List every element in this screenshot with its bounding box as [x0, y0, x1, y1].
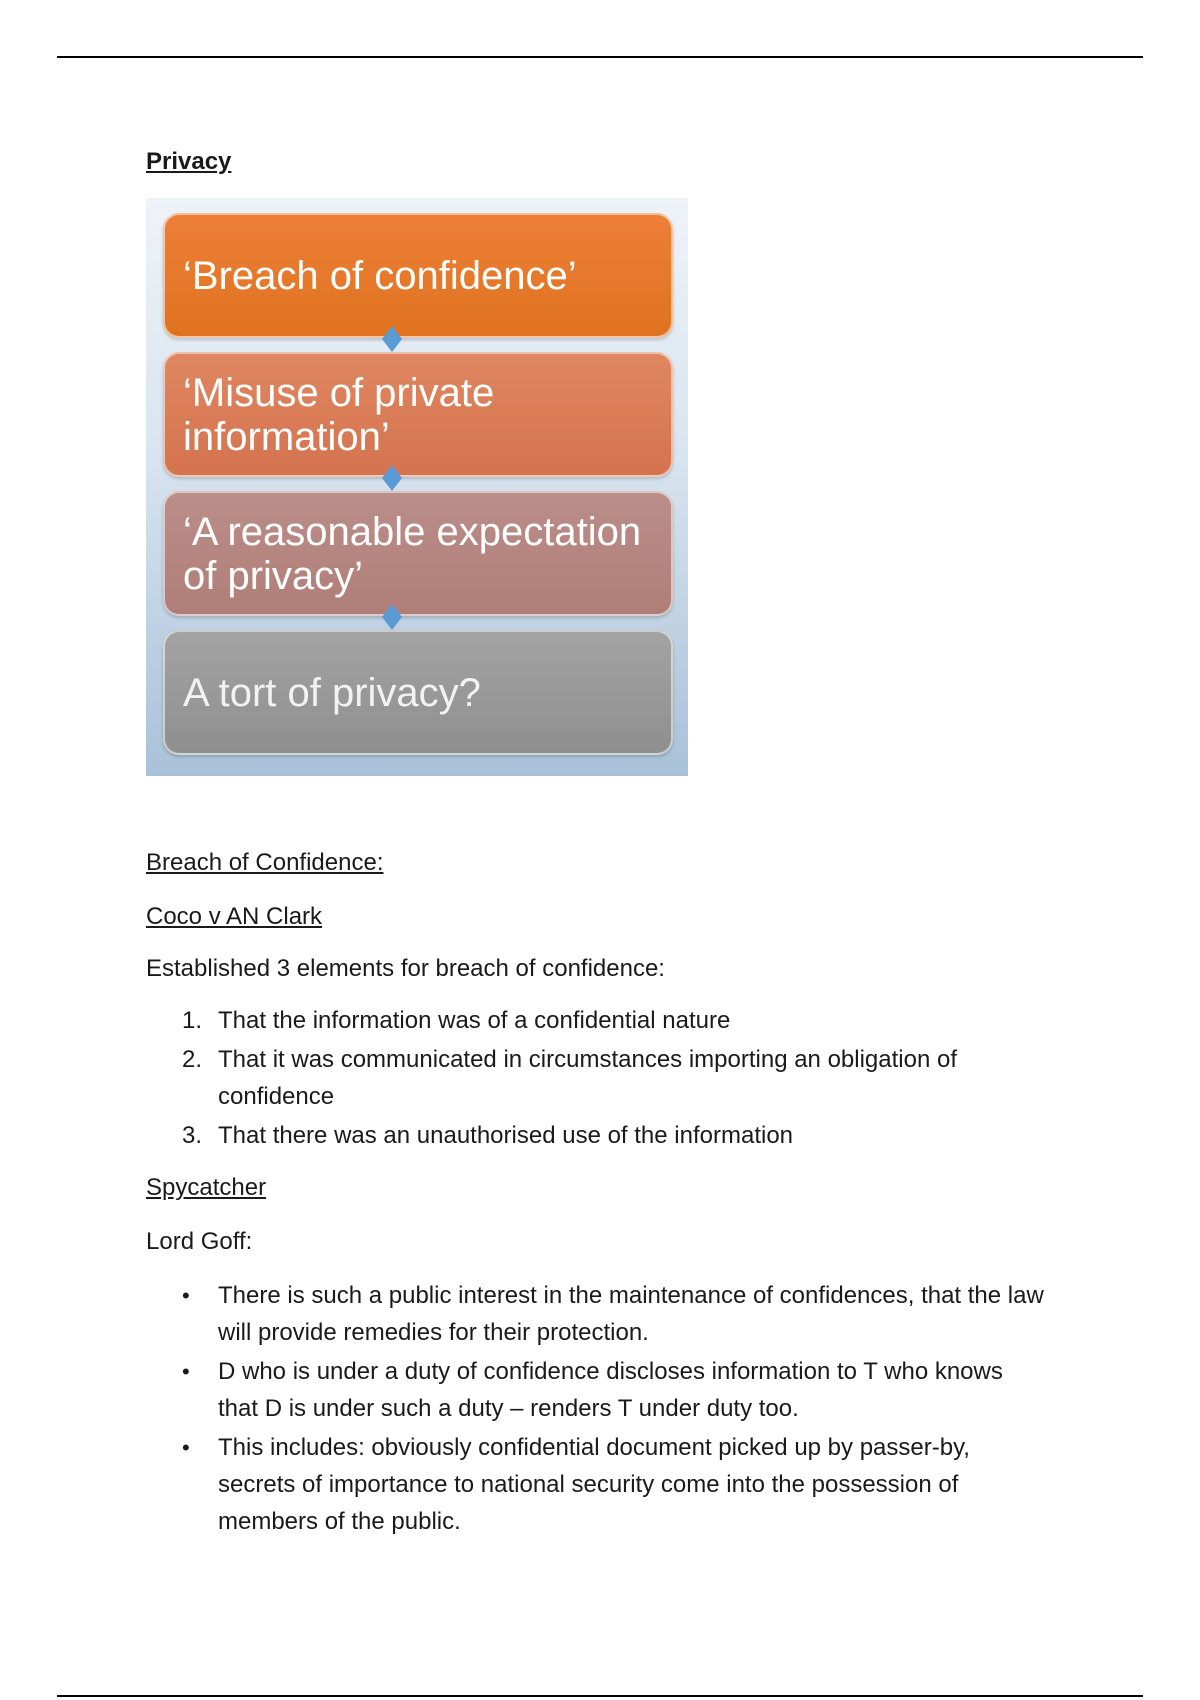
- connector-arrow-icon: [382, 604, 402, 630]
- list-item: 1. That the information was of a confidential nature: [182, 1007, 731, 1034]
- connector-arrow-icon: [382, 465, 402, 491]
- bullet-icon: •: [182, 1283, 190, 1308]
- stage-tort-of-privacy: A tort of privacy?: [163, 630, 673, 755]
- connector-arrow-icon: [382, 326, 402, 352]
- list-item: • D who is under a duty of confidence discloses information to T who knows that D is under such a duty – renders T under duty too.: [146, 1353, 1046, 1427]
- list-item: • This includes: obviously confidential document picked up by passer-by, secrets of importance to national security come into the possession of members of the public.: [146, 1429, 1046, 1540]
- stage-reasonable-expectation: ‘A reasonable expectation of privacy’: [163, 491, 673, 616]
- case-name-coco: Coco v AN Clark: [146, 903, 323, 930]
- footer-rule: [57, 1695, 1143, 1697]
- judge-name: Lord Goff:: [146, 1228, 253, 1255]
- header-rule: [57, 56, 1143, 58]
- list-item: • There is such a public interest in the maintenance of confidences, that the law will provide remedies for their protection.: [146, 1277, 1046, 1351]
- stage-misuse-of-private-information: ‘Misuse of private information’: [163, 352, 673, 477]
- process-diagram: [146, 198, 688, 776]
- elements-list: [146, 1002, 1046, 1156]
- case-name-spycatcher: Spycatcher: [146, 1174, 267, 1201]
- case-intro: Established 3 elements for breach of confidence:: [146, 955, 665, 982]
- bullet-icon: •: [182, 1359, 190, 1384]
- section-title: Breach of Confidence:: [146, 849, 384, 876]
- list-item: 3. That there was an unauthorised use of the information: [182, 1122, 794, 1149]
- stage-breach-of-confidence: ‘Breach of confidence’: [163, 213, 673, 338]
- page-heading: Privacy: [146, 148, 232, 175]
- bullet-icon: •: [182, 1435, 190, 1460]
- list-item: 2. That it was communicated in circumstances importing an obligation of confidence: [182, 1046, 958, 1110]
- goff-points-list: [146, 1277, 1046, 1542]
